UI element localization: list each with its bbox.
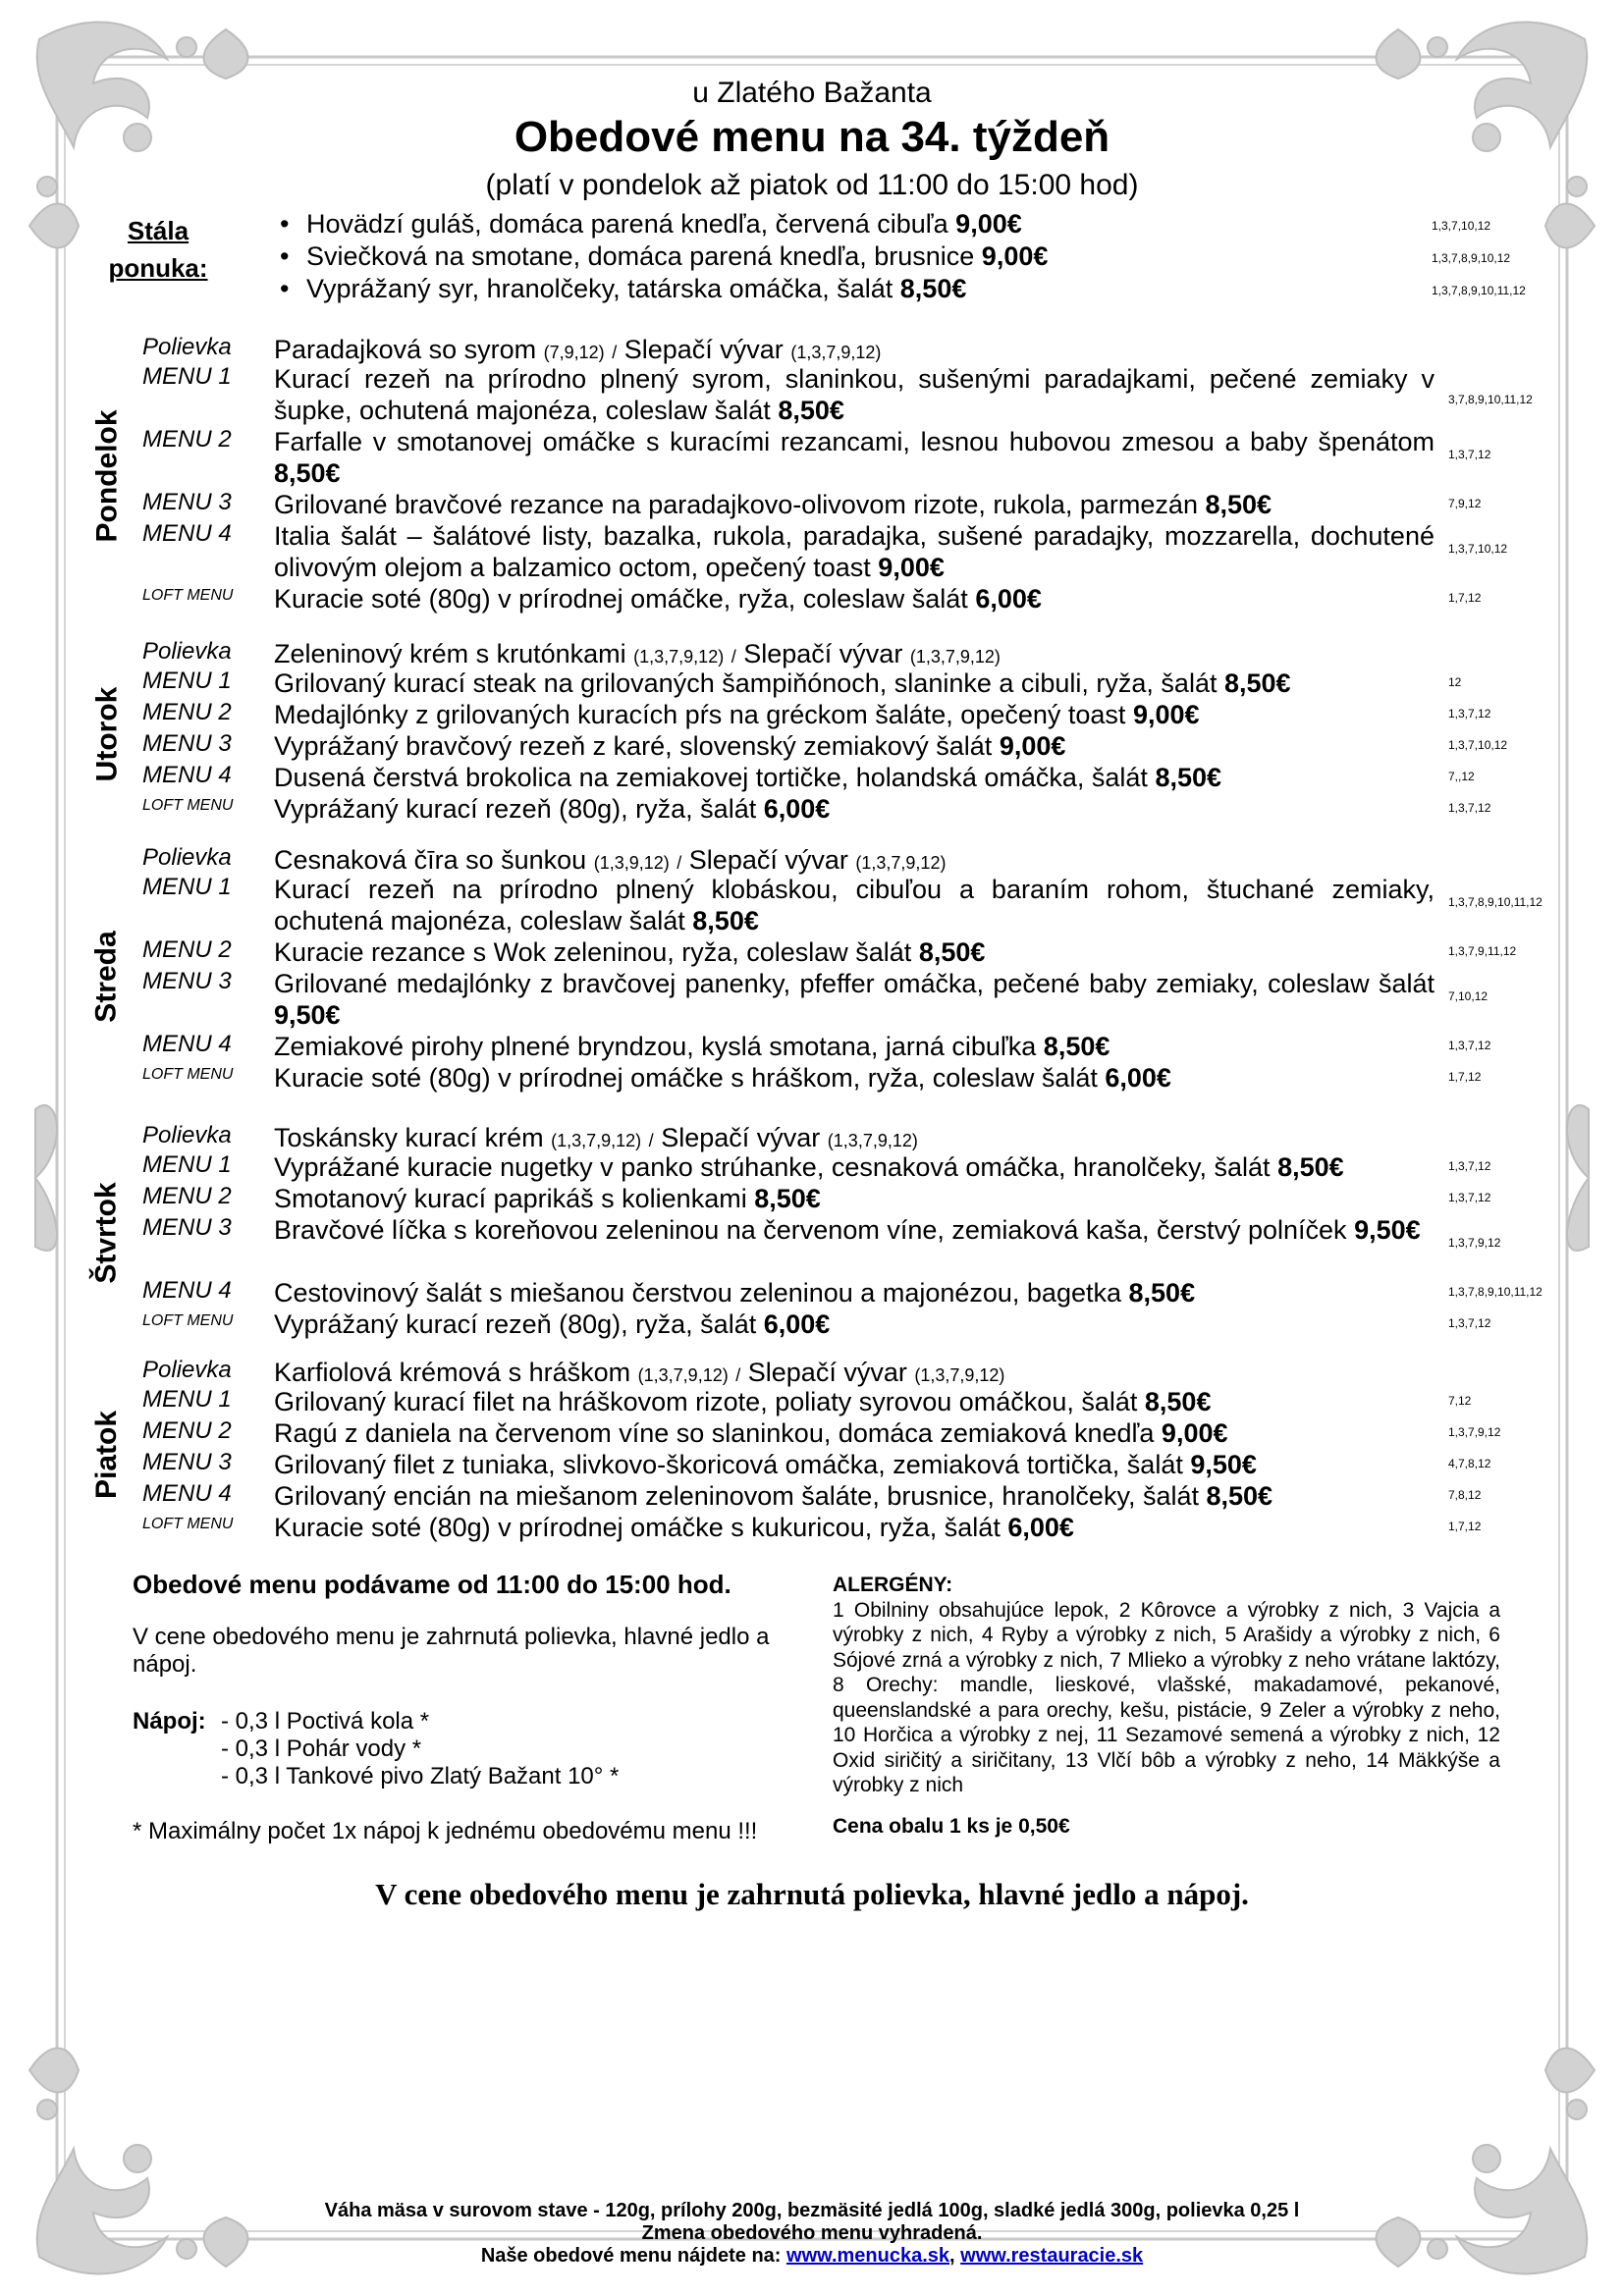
dish-name: Dusená čerstvá brokolica na zemiakovej tortičke, holandská omáčka, šalát xyxy=(274,763,1148,792)
soup-separator: / xyxy=(677,853,682,873)
allergen-codes: 1,7,12 xyxy=(1448,1520,1482,1533)
dish-description xyxy=(274,426,1435,489)
dish-description xyxy=(274,1151,1435,1183)
allergen-codes: 1,3,7,12 xyxy=(1448,1191,1491,1204)
row-label: MENU 4 xyxy=(142,1031,232,1057)
row-label: MENU 4 xyxy=(142,1480,232,1507)
dish-description xyxy=(274,1183,1435,1214)
dish-description xyxy=(274,936,1435,968)
info-block xyxy=(133,1571,800,1679)
row-label: Polievka xyxy=(142,844,232,871)
dish-description xyxy=(274,1308,1435,1340)
dish-description xyxy=(274,1386,1435,1417)
row-label: LOFT MENU xyxy=(142,587,234,604)
allergen-codes: 7,,12 xyxy=(1448,770,1475,783)
dish-description xyxy=(274,1512,1435,1543)
row-label: MENU 3 xyxy=(142,730,232,757)
day-name: Piatok xyxy=(90,1410,123,1500)
dish-price: 6,00€ xyxy=(1105,1063,1171,1093)
soup-name: Zeleninový krém s krutónkami xyxy=(274,639,626,668)
soup-name: Slepačí vývar xyxy=(623,335,784,364)
dish-price: 8,50€ xyxy=(918,937,986,967)
soup-allergens: (1,3,7,9,12) xyxy=(551,1131,642,1150)
dish-price: 6,00€ xyxy=(1007,1513,1074,1542)
day-label xyxy=(82,844,132,1109)
dish-price: 9,00€ xyxy=(1161,1418,1228,1448)
dish-description xyxy=(274,1417,1435,1449)
validity-note: (platí v pondelok až piatok od 11:00 do 15:00 hod) xyxy=(485,169,1139,201)
drink-limit-note: * Maximálny počet 1x nápoj k jednému obedovému menu !!! xyxy=(133,1818,758,1844)
allergen-codes: 1,3,7,8,9,10,12 xyxy=(1432,251,1511,265)
allergen-codes: 1,3,7,8,9,10,11,12 xyxy=(1432,284,1526,297)
allergen-codes: 1,3,7,12 xyxy=(1448,707,1491,721)
row-label: MENU 2 xyxy=(142,936,232,963)
restaurant-name: u Zlatého Bažanta xyxy=(692,77,932,109)
day-name: Streda xyxy=(90,931,123,1023)
dish-name: Medajlónky z grilovaných kuracích pŕs na gréckom šaláte, opečený toast xyxy=(274,700,1126,729)
soup-allergens: (1,3,7,9,12) xyxy=(637,1365,729,1385)
dish-name: Sviečková na smotane, domáca parená knedľa, brusnice xyxy=(306,241,975,271)
dish-description xyxy=(274,1062,1435,1094)
footer-weights: Váha mäsa v surovom stave - 120g, prílohy 200g, bezmäsité jedlá 100g, sladké jedlá 300g, polievka 0,25 l xyxy=(324,2200,1300,2221)
soup-separator: / xyxy=(731,647,736,667)
bullet-icon: • xyxy=(280,274,290,303)
drink-item: - 0,3 l Pohár vody * xyxy=(221,1735,422,1762)
dish-price: 8,50€ xyxy=(1043,1032,1110,1061)
soup-name: Slepačí vývar xyxy=(743,639,903,668)
allergen-codes: 1,3,7,10,12 xyxy=(1432,219,1491,233)
dish-name: Kuracie soté (80g) v prírodnej omáčke, ryža, coleslaw šalát xyxy=(274,584,968,614)
row-label: MENU 3 xyxy=(142,1449,232,1475)
soup-allergens: (7,9,12) xyxy=(543,343,605,362)
serving-hours: Obedové menu podávame od 11:00 do 15:00 hod. xyxy=(133,1570,731,1599)
day-name: Utorok xyxy=(90,686,124,781)
row-label: MENU 2 xyxy=(142,699,232,725)
dish-description xyxy=(274,1214,1435,1246)
standing-offer-list xyxy=(280,208,1556,305)
dish-name: Italia šalát – šalátové listy, bazalka, rukola, paradajka, sušené paradajky, mozzarella, dochutené olivovým olejom a balzamico octom, opečený toast xyxy=(274,521,1435,582)
page-title: Obedové menu na 34. týždeň xyxy=(514,113,1110,161)
dish-description xyxy=(274,667,1435,699)
dish-price: 8,50€ xyxy=(754,1184,821,1213)
row-label: MENU 2 xyxy=(142,1183,232,1209)
dish-price: 8,50€ xyxy=(1205,490,1272,519)
footer xyxy=(0,2200,1624,2268)
dish-price: 8,50€ xyxy=(1128,1278,1196,1308)
dish-name: Kurací rezeň na prírodno plnený klobáskou, cibuľou a baraním rohom, štuchané zemiaky, ochutená majonéza, coleslaw šalát xyxy=(274,875,1435,935)
dish-name: Vyprážaný kurací rezeň (80g), ryža, šalát xyxy=(274,1309,757,1339)
included-note: V cene obedového menu je zahrnutá polievka, hlavné jedlo a nápoj. xyxy=(133,1624,770,1678)
dish-description xyxy=(274,874,1435,936)
row-label: MENU 1 xyxy=(142,874,232,900)
standing-item xyxy=(280,208,1556,240)
row-label: LOFT MENU xyxy=(142,1516,234,1532)
dish-name: Kuracie soté (80g) v prírodnej omáčke s kukuricou, ryža, šalát xyxy=(274,1513,1001,1542)
soup-allergens: (1,3,7,9,12) xyxy=(790,343,882,362)
dish-price: 9,50€ xyxy=(1354,1215,1421,1245)
standing-item xyxy=(280,240,1556,273)
soup-name: Paradajková so syrom xyxy=(274,335,537,364)
dish-name: Vyprážaný bravčový rezeň z karé, slovenský zemiakový šalát xyxy=(274,731,993,761)
menucka-link[interactable]: www.menucka.sk xyxy=(786,2245,950,2267)
allergen-codes: 1,3,7,9,12 xyxy=(1448,1425,1501,1439)
dish-name: Zemiakové pirohy plnené bryndzou, kyslá smotana, jarná cibuľka xyxy=(274,1032,1037,1061)
row-label: MENU 4 xyxy=(142,520,232,547)
dish-description xyxy=(274,730,1435,762)
bullet-icon: • xyxy=(280,209,290,239)
allergen-codes: 3,7,8,9,10,11,12 xyxy=(1448,393,1533,406)
dish-price: 9,00€ xyxy=(1132,700,1200,729)
dish-price: 9,50€ xyxy=(1190,1450,1257,1479)
standing-item-text xyxy=(306,208,1022,240)
dish-name: Vyprážané kuracie nugetky v panko strúhanke, cesnaková omáčka, hranolčeky, šalát xyxy=(274,1152,1271,1182)
dish-name: Vyprážaný kurací rezeň (80g), ryža, šalát xyxy=(274,794,757,824)
row-label: MENU 3 xyxy=(142,489,232,515)
standing-item-text xyxy=(306,240,1048,273)
row-label: LOFT MENU xyxy=(142,1312,234,1329)
dish-description xyxy=(274,762,1435,793)
allergen-codes: 1,3,7,12 xyxy=(1448,1159,1491,1173)
soup-name: Cesnaková čīra so šunkou xyxy=(274,845,587,875)
standing-item-text xyxy=(306,273,966,305)
dish-description xyxy=(274,699,1435,730)
day-label xyxy=(82,334,132,618)
dish-price: 8,50€ xyxy=(1277,1152,1344,1182)
day-name: Štvrtok xyxy=(90,1181,124,1284)
dish-price: 9,00€ xyxy=(999,731,1066,761)
allergen-codes: 1,7,12 xyxy=(1448,591,1482,605)
dish-price: 6,00€ xyxy=(763,794,831,824)
dish-name: Grilované medajlónky z bravčovej panenky, pfeffer omáčka, pečené baby zemiaky, coleslaw šalát xyxy=(274,969,1435,998)
standing-offer-label: Stála ponuka: xyxy=(108,216,208,283)
dish-description xyxy=(274,489,1435,520)
dish-price: 9,50€ xyxy=(274,1000,341,1030)
dish-name: Ragú z daniela na červenom víne so slaninkou, domáca zemiaková knedľa xyxy=(274,1418,1155,1448)
soup-separator: / xyxy=(648,1131,654,1150)
allergens-block xyxy=(833,1573,1500,1839)
soup-allergens: (1,3,7,9,12) xyxy=(855,853,947,873)
dish-price: 9,00€ xyxy=(878,553,945,582)
packaging-price: Cena obalu 1 ks je 0,50€ xyxy=(833,1814,1070,1838)
soup-allergens: (1,3,7,9,12) xyxy=(633,647,725,667)
dish-description xyxy=(274,363,1435,426)
row-label: MENU 1 xyxy=(142,1386,232,1413)
allergen-codes: 7,12 xyxy=(1448,1394,1472,1408)
row-label: MENU 4 xyxy=(142,1277,232,1304)
dish-description xyxy=(274,583,1435,614)
standing-item xyxy=(280,273,1556,305)
row-label: Polievka xyxy=(142,638,232,665)
dish-name: Vyprážaný syr, hranolčeky, tatárska omáčka, šalát xyxy=(306,274,893,303)
row-label: LOFT MENU xyxy=(142,1066,234,1083)
dish-name: Kurací rezeň na prírodno plnený syrom, slaninkou, sušenými paradajkami, pečené zemiaky v šupke, ochutená majonéza, coleslaw šalát xyxy=(274,364,1435,425)
dish-description xyxy=(274,1031,1435,1062)
dish-name: Grilovaný kurací filet na hráškovom rizote, poliaty syrovou omáčkou, šalát xyxy=(274,1387,1138,1416)
row-label: MENU 4 xyxy=(142,762,232,788)
dish-name: Smotanový kurací paprikáš s kolienkami xyxy=(274,1184,747,1213)
row-label: MENU 1 xyxy=(142,1151,232,1178)
allergen-codes: 1,3,7,9,12 xyxy=(1448,1236,1501,1250)
dish-price: 9,00€ xyxy=(955,209,1022,239)
dish-price: 8,50€ xyxy=(899,274,967,303)
row-label: MENU 2 xyxy=(142,426,232,453)
allergen-codes: 1,3,7,8,9,10,11,12 xyxy=(1448,895,1543,909)
dish-description xyxy=(274,1449,1435,1480)
dish-price: 8,50€ xyxy=(1155,763,1222,792)
dish-description xyxy=(274,793,1435,825)
dish-name: Bravčové líčka s koreňovou zeleninou na červenom víne, zemiaková kaša, čerstvý polníček xyxy=(274,1215,1347,1245)
allergen-codes: 1,3,7,10,12 xyxy=(1448,738,1508,752)
allergen-codes: 4,7,8,12 xyxy=(1448,1457,1491,1470)
dish-name: Cestovinový šalát s miešanou čerstvou zeleninou a majonézou, bagetka xyxy=(274,1278,1121,1308)
soup-allergens: (1,3,7,9,12) xyxy=(827,1131,918,1150)
allergen-codes: 7,8,12 xyxy=(1448,1488,1482,1502)
day-label xyxy=(82,638,132,829)
allergen-codes: 7,10,12 xyxy=(1448,989,1489,1003)
dish-name: Grilovaný kurací steak na grilovaných šampiňónoch, slaninke a cibuli, ryža, šalát xyxy=(274,668,1218,698)
dish-name: Grilovaný encián na miešanom zeleninovom šaláte, brusnice, hranolčeky, šalát xyxy=(274,1481,1199,1511)
allergen-codes: 12 xyxy=(1448,675,1462,689)
restauracie-link[interactable]: www.restauracie.sk xyxy=(960,2245,1144,2267)
dish-price: 6,00€ xyxy=(975,584,1042,614)
soup-name: Karfiolová krémová s hráškom xyxy=(274,1358,631,1387)
dish-name: Kuracie soté (80g) v prírodnej omáčke s hráškom, ryža, coleslaw šalát xyxy=(274,1063,1098,1093)
dish-price: 6,00€ xyxy=(763,1309,831,1339)
allergens-title: ALERGÉNY: xyxy=(833,1574,953,1596)
allergen-codes: 1,3,7,10,12 xyxy=(1448,542,1508,556)
dish-price: 8,50€ xyxy=(274,458,341,488)
drink-item: - 0,3 l Tankové pivo Zlatý Bažant 10° * xyxy=(221,1763,620,1789)
dish-name: Kuracie rezance s Wok zeleninou, ryža, coleslaw šalát xyxy=(274,937,912,967)
dish-description xyxy=(274,1480,1435,1512)
row-label: Polievka xyxy=(142,1122,232,1148)
allergens-text: 1 Obilniny obsahujúce lepok, 2 Kôrovce a výrobky z nich, 3 Vajcia a výrobky z nich, 4 Ryby a výrobky z nich, 5 Arašidy a výrobky z nich, 6 Sójové zrná a výrobky z nich, 7 Mlieko a výrobky z neho vrátane laktózy, 8 Orechy: mandle, lieskové, vlašské, makadamové, pekanové, queenslandské a para orechy, kešu, pistácie, 9 Zeler a výrobky z neho, 10 Horčica a výrobky z nej, 11 Sezamové semená a výrobky z nich, 12 Oxid siričitý a siričitany, 13 Vlčí bôb a výrobky z neho, 14 Mäkkýše a výrobky z nich xyxy=(833,1598,1500,1796)
soup-name: Slepačí vývar xyxy=(747,1358,907,1387)
allergen-codes: 1,3,7,9,11,12 xyxy=(1448,944,1517,958)
soup-name: Slepačí vývar xyxy=(688,845,848,875)
row-label: MENU 1 xyxy=(142,363,232,390)
soup-separator: / xyxy=(735,1365,741,1385)
allergen-codes: 1,3,7,8,9,10,11,12 xyxy=(1448,1285,1543,1299)
allergen-codes: 1,3,7,12 xyxy=(1448,1316,1491,1330)
footer-change-note: Zmena obedového menu vyhradená. xyxy=(641,2222,983,2244)
dish-name: Farfalle v smotanovej omáčke s kuracími rezancami, lesnou hubovou zmesou a baby špenátom xyxy=(274,427,1435,456)
dish-description xyxy=(274,1277,1435,1308)
day-name: Pondelok xyxy=(90,409,124,543)
drink-item: - 0,3 l Poctivá kola * xyxy=(221,1708,430,1735)
footer-links: Naše obedové menu nájdete na: www.menucka.sk, www.restauracie.sk xyxy=(480,2245,1144,2267)
soup-separator: / xyxy=(612,343,618,362)
row-label: MENU 3 xyxy=(142,1214,232,1241)
bullet-icon: • xyxy=(280,241,290,271)
soup-allergens: (1,3,9,12) xyxy=(593,853,670,873)
row-label: MENU 3 xyxy=(142,968,232,994)
allergen-codes: 1,7,12 xyxy=(1448,1070,1482,1084)
dish-name: Grilovaný filet z tuniaka, slivkovo-škoricová omáčka, zemiaková tortička, šalát xyxy=(274,1450,1183,1479)
dish-description xyxy=(274,520,1435,583)
row-label: Polievka xyxy=(142,1357,232,1383)
soup-name: Slepačí vývar xyxy=(661,1123,821,1152)
allergen-codes: 1,3,7,12 xyxy=(1448,801,1491,815)
dish-price: 9,00€ xyxy=(981,241,1049,271)
soup-allergens: (1,3,7,9,12) xyxy=(909,647,1001,667)
drinks-label: Nápoj: xyxy=(133,1708,206,1735)
dish-price: 8,50€ xyxy=(1223,668,1291,698)
dish-price: 8,50€ xyxy=(778,396,844,425)
dish-price: 8,50€ xyxy=(692,906,759,935)
dish-description xyxy=(274,968,1435,1031)
allergen-codes: 7,9,12 xyxy=(1448,497,1482,510)
row-label: MENU 1 xyxy=(142,667,232,694)
included-banner: V cene obedového menu je zahrnutá polievka, hlavné jedlo a nápoj. xyxy=(375,1877,1249,1911)
allergen-codes: 1,3,7,12 xyxy=(1448,448,1491,461)
allergen-codes: 1,3,7,12 xyxy=(1448,1039,1491,1052)
row-label: MENU 2 xyxy=(142,1417,232,1444)
row-label: Polievka xyxy=(142,334,232,360)
dish-price: 8,50€ xyxy=(1206,1481,1273,1511)
soup-name: Toskánsky kurací krém xyxy=(274,1123,544,1152)
soup-allergens: (1,3,7,9,12) xyxy=(914,1365,1005,1385)
day-label xyxy=(82,1122,132,1343)
day-label xyxy=(82,1357,132,1553)
row-label: LOFT MENU xyxy=(142,797,234,814)
dish-price: 8,50€ xyxy=(1144,1387,1212,1416)
dish-name: Grilované bravčové rezance na paradajkovo-olivovom rizote, rukola, parmezán xyxy=(274,490,1198,519)
dish-name: Hovädzí guláš, domáca parená knedľa, červená cibuľa xyxy=(306,209,948,239)
